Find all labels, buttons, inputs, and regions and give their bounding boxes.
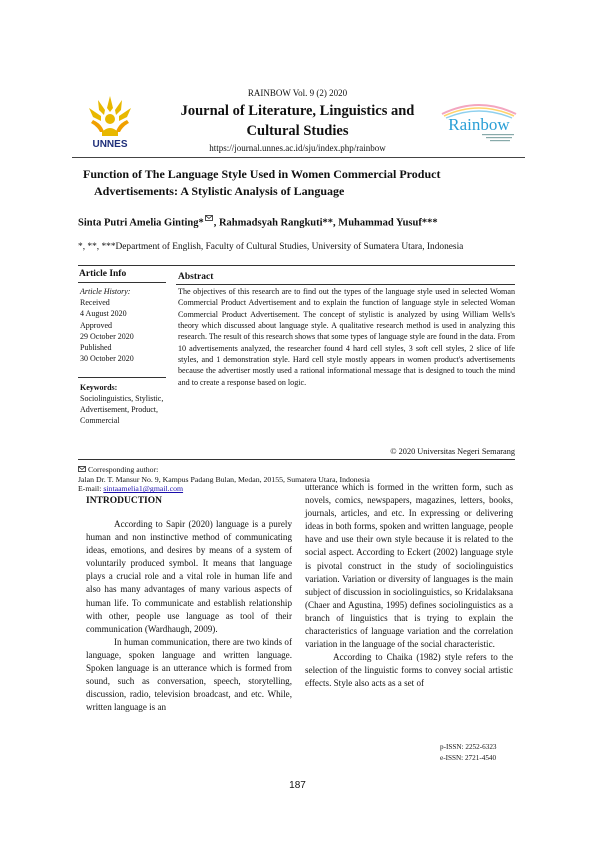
article-title-line2: Advertisements: A Stylistic Analysis of Language xyxy=(94,184,345,198)
envelope-icon xyxy=(78,465,86,475)
published-date: 30 October 2020 xyxy=(80,354,134,364)
journal-volume: RAINBOW Vol. 9 (2) 2020 xyxy=(247,88,348,98)
body-paragraph: According to Sapir (2020) language is a purely human and non instinctive method of communicating ideas, emotions, and desires by means of a system of voluntarily produced symbol. It means that language plays a crucial role and a vital role in human life and also has many advantages of many various aspects of human life. To communicate and establish relationship with other, people use language as tool of their communication (Wardhaugh, 2009). xyxy=(86,519,292,634)
journal-url[interactable]: https://journal.unnes.ac.id/sju/index.php/rainbow xyxy=(209,143,386,153)
info-head-rule xyxy=(78,282,166,283)
envelope-icon[interactable] xyxy=(205,213,213,224)
history-label: Article History: xyxy=(80,287,131,296)
corresponding-address: Jalan Dr. T. Mansur No. 9, Kampus Padang Bulan, Medan, 20155, Sumatera Utara, Indonesia xyxy=(78,474,370,484)
corresponding-label: Corresponding author: xyxy=(87,465,159,474)
abstract-head-rule xyxy=(176,284,515,285)
info-top-rule xyxy=(78,265,515,266)
keywords-line: Advertisement, Product, xyxy=(80,405,158,414)
journal-title-line1: Journal of Literature, Linguistics and xyxy=(180,103,415,119)
author-affiliation: *, **, ***Department of English, Faculty of Cultural Studies, University of Sumatera Utara, Indonesia xyxy=(78,242,464,252)
print-issn: p-ISSN: 2252-6323 xyxy=(440,743,497,751)
author-others: , Rahmadsyah Rangkuti**, Muhammad Yusuf*** xyxy=(213,217,438,229)
approved-label: Approved xyxy=(80,320,112,330)
received-date: 4 August 2020 xyxy=(80,309,127,319)
body-right-column xyxy=(305,481,513,691)
introduction-heading: INTRODUCTION xyxy=(86,496,163,506)
article-title-line1: Function of The Language Style Used in Women Commercial Product xyxy=(83,167,441,181)
issn-block xyxy=(440,742,497,763)
journal-title-line2: Cultural Studies xyxy=(246,123,349,139)
approved-date: 29 October 2020 xyxy=(80,331,134,341)
unnes-logo xyxy=(80,92,140,152)
author-primary: Sinta Putri Amelia Ginting* xyxy=(78,217,204,229)
history-bottom-rule xyxy=(78,377,166,378)
author-list xyxy=(78,213,528,229)
info-bottom-rule xyxy=(78,459,515,460)
body-left-column xyxy=(86,518,292,714)
body-paragraph: In human communication, there are two kinds of language, spoken language and written language. Spoken language is an utterance which is formed from sound, such as conversation, speech, storytelling, discussion, radio, television broadcast, and etc. While, written language is an xyxy=(86,636,292,713)
article-info-heading: Article Info xyxy=(79,269,127,279)
abstract-heading: Abstract xyxy=(178,272,214,282)
keywords-label: Keywords: xyxy=(80,383,118,392)
article-history xyxy=(80,286,170,364)
keywords-block xyxy=(80,382,170,426)
copyright-notice: © 2020 Universitas Negeri Semarang xyxy=(390,447,515,456)
email-link[interactable]: sintaamelia1@gmail.com xyxy=(103,484,184,494)
body-paragraph: utterance which is formed in the written form, such as novels, comics, newspapers, magazines, letters, books, journals, articles, and etc. In expressing or delivering ideas in both forms, spoken and written language, people have and use their own style because it is related to the social aspect. According to Eckert (2002) language style is pivotal construct in the study of sociolinguistics variation. Variation or diversity of languages is the main subject of discussion in sociolinguistics, so Kridalaksana (Chaer and Agustina, 1995) defines sociolinguistics as a branch of linguistics that is trying to explain the characteristics of language variation and the correlation variation in the language of the social characteristic. xyxy=(305,482,513,650)
header-divider xyxy=(72,157,525,158)
keywords-line: Commercial xyxy=(80,416,120,425)
body-paragraph: According to Chaika (1982) style refers to the selection of the linguistic forms to convey social artistic effects. Style also acts as a set of xyxy=(305,652,513,689)
published-label: Published xyxy=(80,343,112,353)
keywords-line: Sociolinguistics, Stylistic, xyxy=(80,394,164,403)
rainbow-logo xyxy=(436,100,522,146)
abstract-text: The objectives of this research are to find out the types of the language style used in selected Woman Commercial Product Advertisement and to explain the function of language style in selected Woman Commercial Product Advertisement. The concept of stylistic is analyzed by using William Wells's theory which discussed about language style. A qualitative research method is used in analyzing this research. The result of this research shows that some types of language style are found in the data. From 10 advertisements analyzed, the researcher found 4 hard cell styles, 3 soft cell styles, 2 slice of life styles, and 1 demonstration style. Hard cell style mostly appears in women product's advertisements because the advertiser mostly used a rational informational message that is designed to touch the mind and to create a response based on logic. xyxy=(178,287,515,387)
page-number: 187 xyxy=(289,780,306,791)
corresponding-label-row xyxy=(78,465,370,475)
journal-title xyxy=(150,101,445,141)
electronic-issn: e-ISSN: 2721-4540 xyxy=(440,753,497,762)
article-title xyxy=(83,166,513,200)
rainbow-logo-text: Rainbow xyxy=(448,115,510,134)
email-label: E-mail: xyxy=(78,484,104,494)
received-label: Received xyxy=(80,298,110,308)
unnes-logo-text: UNNES xyxy=(92,139,128,150)
